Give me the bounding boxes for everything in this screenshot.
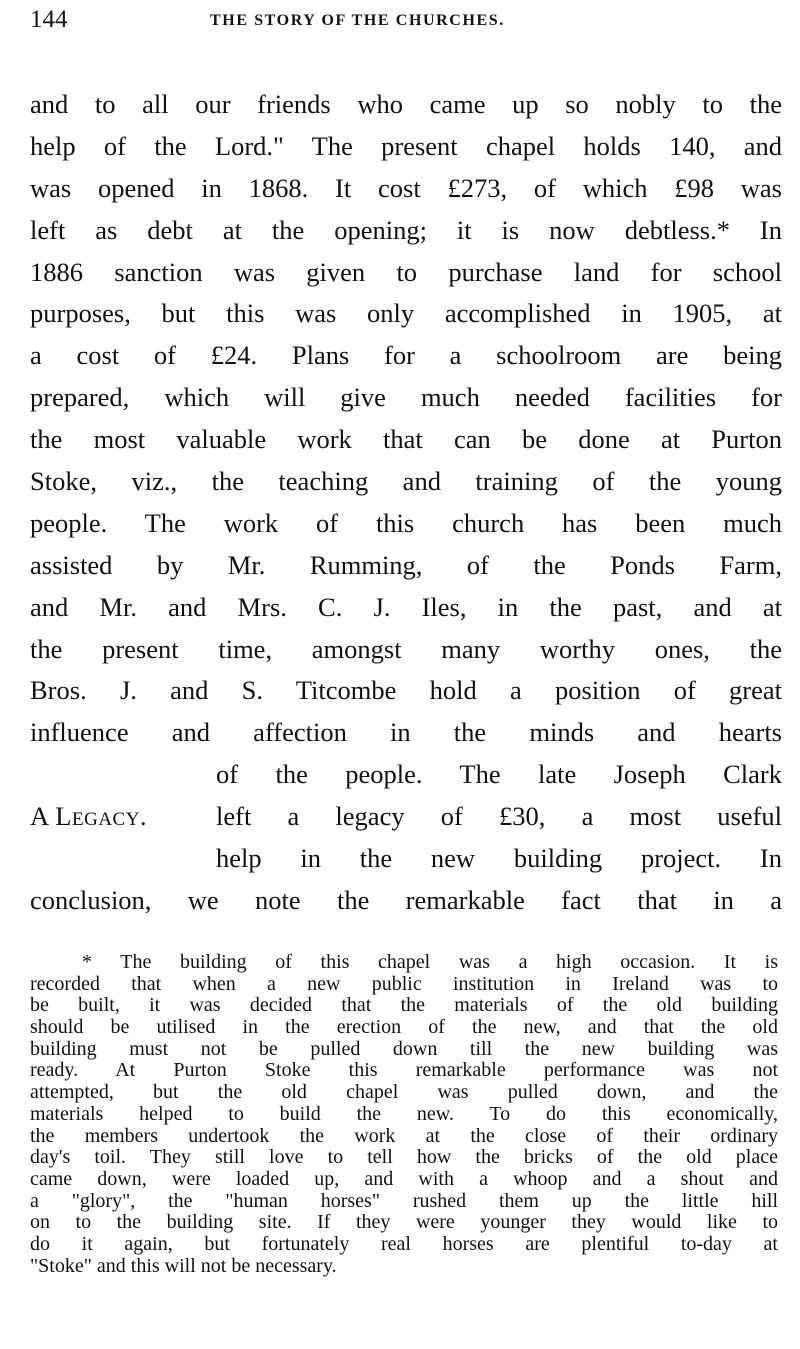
body-line: people. The work of this church has been much (30, 507, 782, 538)
footnote-line: be built, it was decided that the materials of the old building (30, 994, 778, 1017)
body-line: left as debt at the opening; it is now debtless.* In (30, 214, 782, 245)
body-text (30, 84, 782, 922)
side-note-row (30, 796, 782, 838)
page-number: 144 (30, 6, 68, 33)
body-line: and to all our friends who came up so nobly to the (30, 89, 782, 119)
footnote-line: ready. At Purton Stoke this remarkable performance was not (30, 1059, 778, 1082)
body-line: left a legacy of £30, a most useful (216, 801, 782, 832)
body-line: of the people. The late Joseph Clark (216, 759, 782, 790)
running-title: THE STORY OF THE CHURCHES. (210, 12, 505, 29)
body-line: prepared, which will give much needed facilities for (30, 382, 782, 413)
footnote-line: should be utilised in the erection of the new, and that the old (30, 1016, 778, 1039)
page-header (30, 2, 790, 42)
body-line: purposes, but this was only accomplished in 1905, at (30, 298, 782, 329)
body-line: the present time, amongst many worthy ones, the (30, 633, 782, 664)
body-line: the most valuable work that can be done at Purton (30, 424, 782, 455)
body-line: conclusion, we note the remarkable fact that in a (30, 884, 782, 915)
footnote (30, 952, 778, 1277)
body-line: help of the Lord." The present chapel holds 140, and (30, 130, 782, 161)
body-line: Stoke, viz., the teaching and training of the young (30, 466, 782, 497)
body-line: was opened in 1868. It cost £273, of which £98 was (30, 172, 782, 203)
footnote-line: materials helped to build the new. To do this economically, (30, 1102, 778, 1125)
side-note-heading: A Legacy. (30, 801, 148, 832)
body-line: Bros. J. and S. Titcombe hold a position of great (30, 675, 782, 706)
footnote-line: on to the building site. If they were younger they would like to (30, 1211, 778, 1234)
body-line: 1886 sanction was given to purchase land for school (30, 256, 782, 287)
footnote-line: day's toil. They still love to tell how the bricks of the old place (30, 1146, 778, 1169)
body-line: help in the new building project. In (216, 843, 782, 874)
footnote-line: attempted, but the old chapel was pulled down, and the (30, 1081, 778, 1104)
footnote-line: recorded that when a new public institution in Ireland was to (30, 972, 778, 995)
footnote-line: came down, were loaded up, and with a whoop and a shout and (30, 1167, 778, 1190)
footnote-line: "Stoke" and this will not be necessary. (30, 1254, 337, 1277)
body-line: and Mr. and Mrs. C. J. Iles, in the past, and at (30, 591, 782, 622)
body-line: a cost of £24. Plans for a schoolroom are being (30, 340, 782, 371)
body-line: assisted by Mr. Rumming, of the Ponds Farm, (30, 549, 782, 580)
footnote-line: a "glory", the "human horses" rushed them up the little hill (30, 1189, 778, 1212)
footnote-line: building must not be pulled down till the new building was (30, 1037, 778, 1060)
footnote-line: the members undertook the work at the close of their ordinary (30, 1124, 778, 1147)
footnote-line: do it again, but fortunately real horses are plentiful to-day at (30, 1232, 778, 1255)
body-line: influence and affection in the minds and hearts (30, 717, 782, 748)
footnote-line: * The building of this chapel was a high occasion. It is (82, 951, 778, 973)
